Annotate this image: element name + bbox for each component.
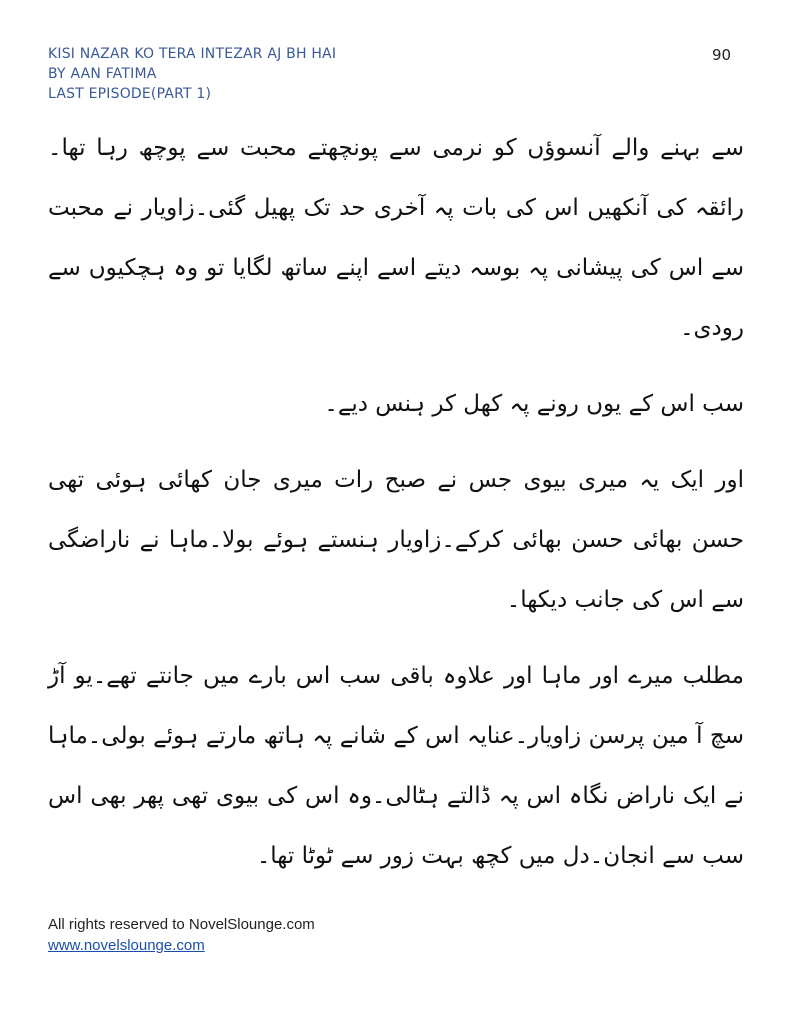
page-number: 90 [712, 46, 732, 64]
document-header [48, 44, 336, 104]
author-line: BY AAN FATIMA [48, 66, 157, 82]
paragraph: اور ایک یہ میری بیوی جس نے صبح رات میری جان کھائی ہوئی تھی حسن بھائی حسن بھائی کرکے۔زاویار ہنستے ہوئے بولا۔ماہا نے ناراضگی سے اس کی جانب دیکھا۔ [48, 467, 744, 613]
document-footer [48, 914, 315, 956]
body-text [48, 118, 744, 902]
episode-line: LAST EPISODE(PART 1) [48, 86, 212, 102]
rights-notice: All rights reserved to NovelSlounge.com [48, 916, 315, 933]
paragraph: سے بہنے والے آنسوؤں کو نرمی سے پونچھتے محبت سے پوچھ رہا تھا۔رائقہ کی آنکھیں اس کی بات پہ آخری حد تک پھیل گئی۔زاویار نے محبت سے اس کی پیشانی پہ بوسہ دیتے اسے اپنے ساتھ لگایا تو وہ ہچکیوں سے رودی۔ [48, 135, 744, 341]
paragraph: مطلب میرے اور ماہا اور علاوہ باقی سب اس بارے میں جانتے تھے۔یو آڑ سچ آ مین پرسن زاویار۔عنایہ اس کے شانے پہ ہاتھ مارتے ہوئے بولی۔ماہا نے ایک ناراض نگاہ اس پہ ڈالتے ہٹالی۔وہ اس کی بیوی تھی پھر بھی اس سب سے انجان۔دل میں کچھ بہت زور سے ٹوٹا تھا۔ [48, 663, 744, 869]
novel-title: KISI NAZAR KO TERA INTEZAR AJ BH HAI [48, 46, 337, 62]
website-link[interactable]: www.novelslounge.com [48, 937, 205, 954]
paragraph: سب اس کے یوں رونے پہ کھل کر ہنس دیے۔ [324, 391, 744, 417]
